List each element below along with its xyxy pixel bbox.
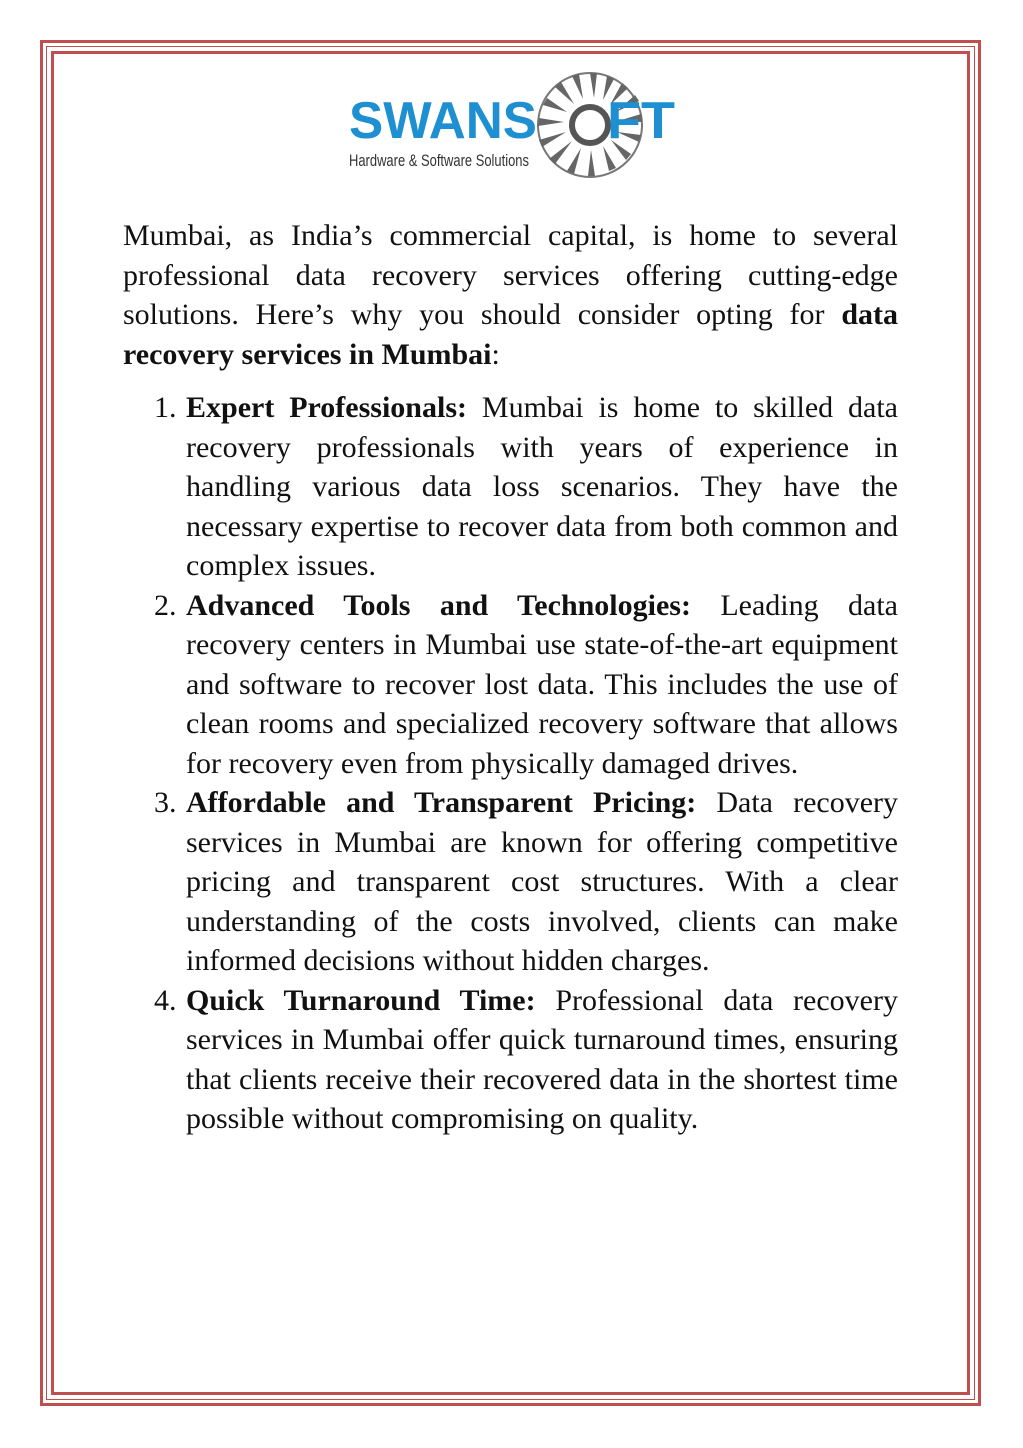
reasons-list (123, 388, 898, 1139)
point-title: Advanced Tools and Technologies: (186, 588, 691, 622)
list-number: 1. (154, 391, 177, 424)
swansoft-logo (345, 70, 680, 182)
logo-brand-part1: SWANS (349, 92, 537, 150)
intro-emphasis: data recovery services in Mumbai (123, 298, 898, 371)
intro-text: Mumbai, as India’s commercial capital, is home to several professional data recovery services offering cutting-edge solutions. Here’s why you should consider opting for (123, 219, 898, 331)
point-body: Professional data recovery services in Mumbai offer quick turnaround times, ensuring that clients receive their recovered data in the shortest time possible without compromising on quality. (186, 983, 898, 1135)
list-number: 3. (154, 786, 177, 819)
logo-tagline: Hardware & Software Solutions (349, 151, 529, 170)
list-item (154, 783, 899, 981)
list-item (154, 586, 898, 784)
point-body: Mumbai is home to skilled data recovery professionals with years of experience in handling various data loss scenarios. They have the necessary expertise to recover data from both common and complex issues. (186, 391, 899, 582)
point-title: Expert Professionals: (186, 391, 467, 424)
intro-suffix: : (491, 337, 500, 371)
list-item (154, 981, 898, 1139)
intro-paragraph (123, 216, 898, 374)
list-number: 4. (154, 983, 177, 1017)
point-title: Quick Turnaround Time: (186, 983, 536, 1017)
list-number: 2. (154, 588, 177, 622)
list-item (154, 388, 899, 586)
point-body: Data recovery services in Mumbai are known for offering competitive pricing and transparent cost structures. With a clear understanding of the costs involved, clients can make informed decisions without hidden charges. (186, 786, 899, 977)
point-body: Leading data recovery centers in Mumbai use state-of-the-art equipment and software to recover lost data. This includes the use of clean rooms and specialized recovery software that allows for recovery even from physically damaged drives. (186, 588, 898, 780)
document-body (123, 216, 898, 1139)
point-title: Affordable and Transparent Pricing: (186, 786, 697, 819)
logo-brand-part2: FT (607, 92, 676, 150)
